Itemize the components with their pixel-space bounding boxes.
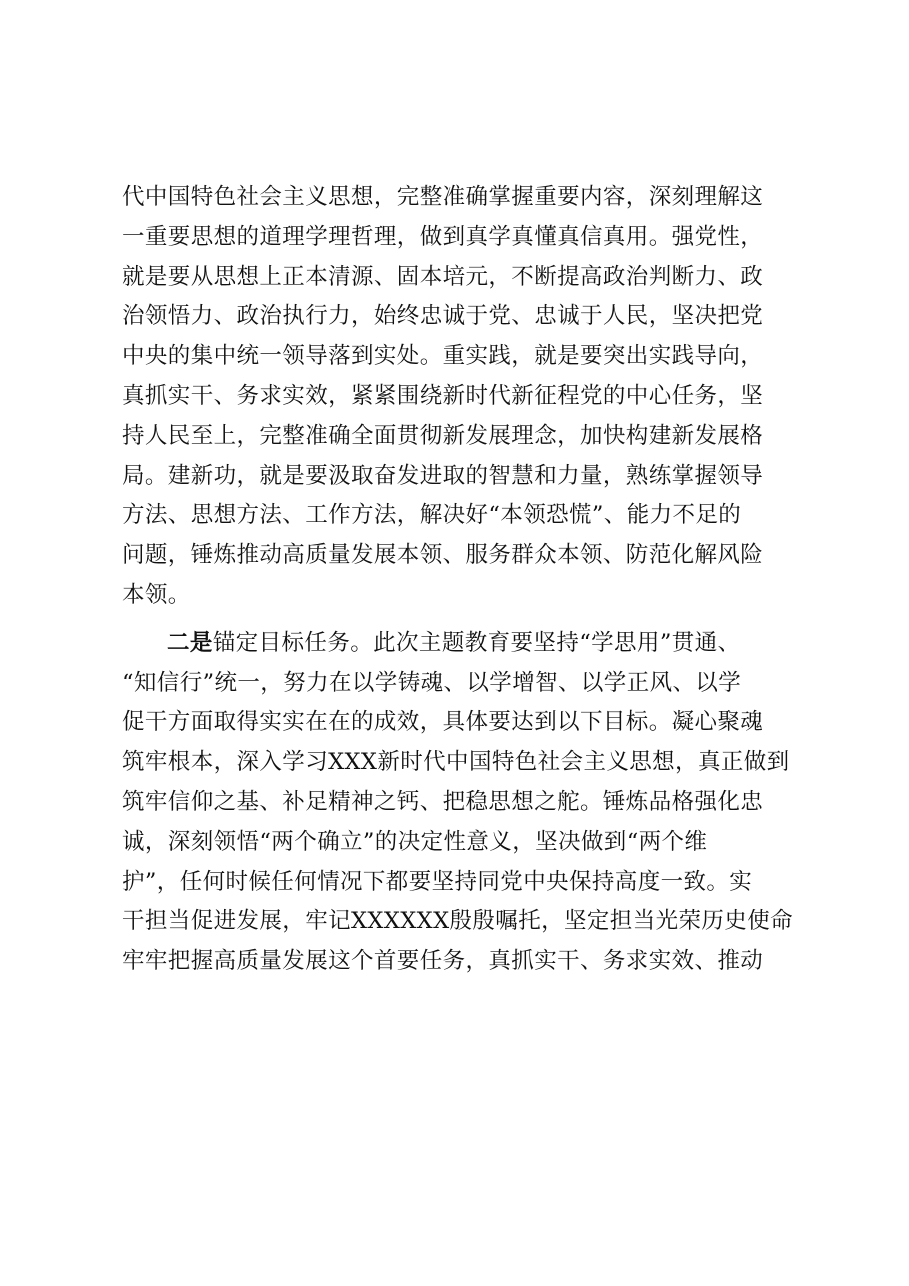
text-line-rest: 锚定目标任务。此次主题教育要坚持“学思用”贯通、 xyxy=(212,629,741,656)
text-line: 牢牢把握高质量发展这个首要任务，真抓实干、务求实效、推动 xyxy=(122,948,764,975)
document-body xyxy=(122,178,812,982)
text-line-first xyxy=(122,624,812,664)
paragraph-lead-bold: 二是 xyxy=(167,629,213,656)
text-line: 问题，锤炼推动高质量发展本领、服务群众本领、防范化解风险 xyxy=(122,542,764,569)
text-line: 方法、思想方法、工作方法，解决好“本领恐慌”、能力不足的 xyxy=(122,502,742,529)
text-line: 干担当促进发展，牢记XXXXXX殷殷嘱托，坚定担当光荣历史使命 xyxy=(122,908,794,935)
paragraph-2 xyxy=(122,624,812,982)
text-line: 护”，任何时候任何情况下都要坚持同党中央保持高度一致。实 xyxy=(122,868,753,895)
paragraph-1 xyxy=(122,178,812,616)
text-line: 持人民至上，完整准确全面贯彻新发展理念，加快构建新发展格 xyxy=(122,422,764,449)
text-line: 就是要从思想上正本清源、固本培元，不断提高政治判断力、政 xyxy=(122,263,764,290)
text-line: 本领。 xyxy=(122,581,191,608)
text-line: 促干方面取得实实在在的成效，具体要达到以下目标。凝心聚魂 xyxy=(122,709,764,736)
text-line: 诚，深刻领悟“两个确立”的决定性意义，坚决做到“两个维 xyxy=(122,828,708,855)
text-line: “知信行”统一，努力在以学铸魂、以学增智、以学正风、以学 xyxy=(122,669,742,696)
text-line: 治领悟力、政治执行力，始终忠诚于党、忠诚于人民，坚决把党 xyxy=(122,303,764,330)
text-line: 局。建新功，就是要汲取奋发进取的智慧和力量，熟练掌握领导 xyxy=(122,462,764,489)
text-line: 真抓实干、务求实效，紧紧围绕新时代新征程党的中心任务，坚 xyxy=(122,382,764,409)
text-line: 代中国特色社会主义思想，完整准确掌握重要内容，深刻理解这 xyxy=(122,184,764,210)
text-line: 筑牢根本，深入学习XXX新时代中国特色社会主义思想，真正做到 xyxy=(122,749,790,776)
text-line: 一重要思想的道理学理哲理，做到真学真懂真信真用。强党性， xyxy=(122,223,764,250)
text-line: 中央的集中统一领导落到实处。重实践，就是要突出实践导向， xyxy=(122,343,764,370)
text-line: 筑牢信仰之基、补足精神之钙、把稳思想之舵。锤炼品格强化忠 xyxy=(122,788,764,815)
